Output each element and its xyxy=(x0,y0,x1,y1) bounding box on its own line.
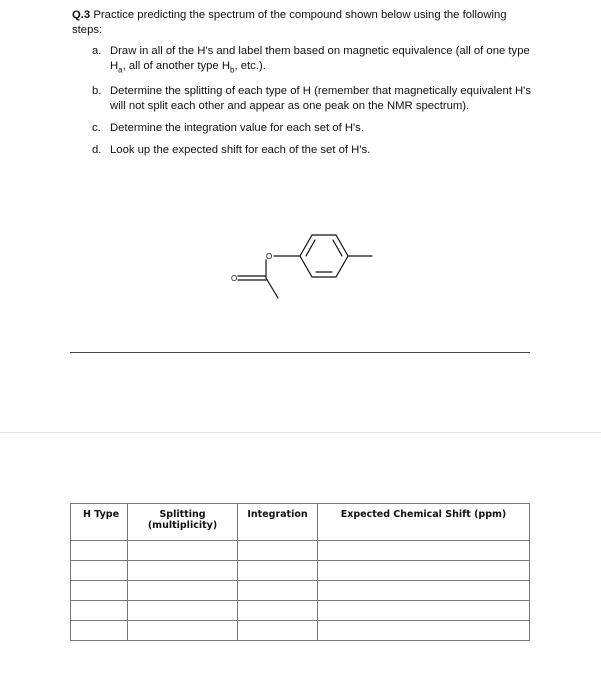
cell-integration[interactable] xyxy=(238,621,318,641)
question-text: Practice predicting the spectrum of the compound shown below using the following steps: xyxy=(72,9,507,36)
header-integration: Integration xyxy=(238,504,318,541)
cell-integration[interactable] xyxy=(238,541,318,561)
header-h-type: H Type xyxy=(71,504,128,541)
header-shift: Expected Chemical Shift (ppm) xyxy=(318,504,530,541)
question-number: Q.3 xyxy=(72,9,91,21)
step-marker: a. xyxy=(92,45,102,57)
steps-list xyxy=(92,44,534,158)
cell-shift[interactable] xyxy=(318,601,530,621)
bond-methyl xyxy=(266,278,278,298)
oxygen-atom-carbonyl: O xyxy=(231,274,238,283)
step-text: Determine the splitting of each type of H (remember that magnetically equivalent H's will not split each other and appear as one peak on the NMR spectrum). xyxy=(110,85,531,113)
cell-splitting[interactable] xyxy=(128,541,238,561)
cell-splitting[interactable] xyxy=(128,561,238,581)
step-c xyxy=(92,121,534,136)
molecule-structure xyxy=(222,226,382,306)
nmr-table xyxy=(70,503,530,641)
benzene-ring xyxy=(300,235,348,277)
page-separator xyxy=(0,432,601,433)
question-prompt xyxy=(72,8,534,38)
cell-integration[interactable] xyxy=(238,601,318,621)
header-splitting: Splitting (multiplicity) xyxy=(128,504,238,541)
question-block xyxy=(72,8,534,165)
step-marker: d. xyxy=(92,144,102,157)
oxygen-atom-ring: O xyxy=(266,252,273,261)
table-row xyxy=(71,621,530,641)
cell-integration[interactable] xyxy=(238,561,318,581)
step-d xyxy=(92,143,534,158)
cell-h-type[interactable] xyxy=(71,581,128,601)
cell-shift[interactable] xyxy=(318,621,530,641)
cell-integration[interactable] xyxy=(238,581,318,601)
cell-shift[interactable] xyxy=(318,541,530,561)
step-marker: c. xyxy=(92,122,101,135)
cell-h-type[interactable] xyxy=(71,601,128,621)
step-a: a. Draw in all of the H's and label them based on magnetic equivalence (all of one type $H_a$, all of another type $H_b$, etc.). xyxy=(92,45,530,75)
table-row xyxy=(71,561,530,581)
step-text: Look up the expected shift for each of the set of H's. xyxy=(110,144,371,157)
cell-h-type[interactable] xyxy=(71,561,128,581)
cell-h-type[interactable] xyxy=(71,541,128,561)
table-row xyxy=(71,601,530,621)
table-row xyxy=(71,581,530,601)
cell-h-type[interactable] xyxy=(71,621,128,641)
cell-splitting[interactable] xyxy=(128,581,238,601)
cell-splitting[interactable] xyxy=(128,601,238,621)
cell-splitting[interactable] xyxy=(128,621,238,641)
divider-line xyxy=(70,352,530,353)
table-header-row xyxy=(71,504,530,541)
table-row xyxy=(71,541,530,561)
step-b xyxy=(92,84,534,114)
cell-shift[interactable] xyxy=(318,561,530,581)
step-text: Determine the integration value for each set of H's. xyxy=(110,122,364,135)
cell-shift[interactable] xyxy=(318,581,530,601)
step-marker: b. xyxy=(92,85,102,98)
